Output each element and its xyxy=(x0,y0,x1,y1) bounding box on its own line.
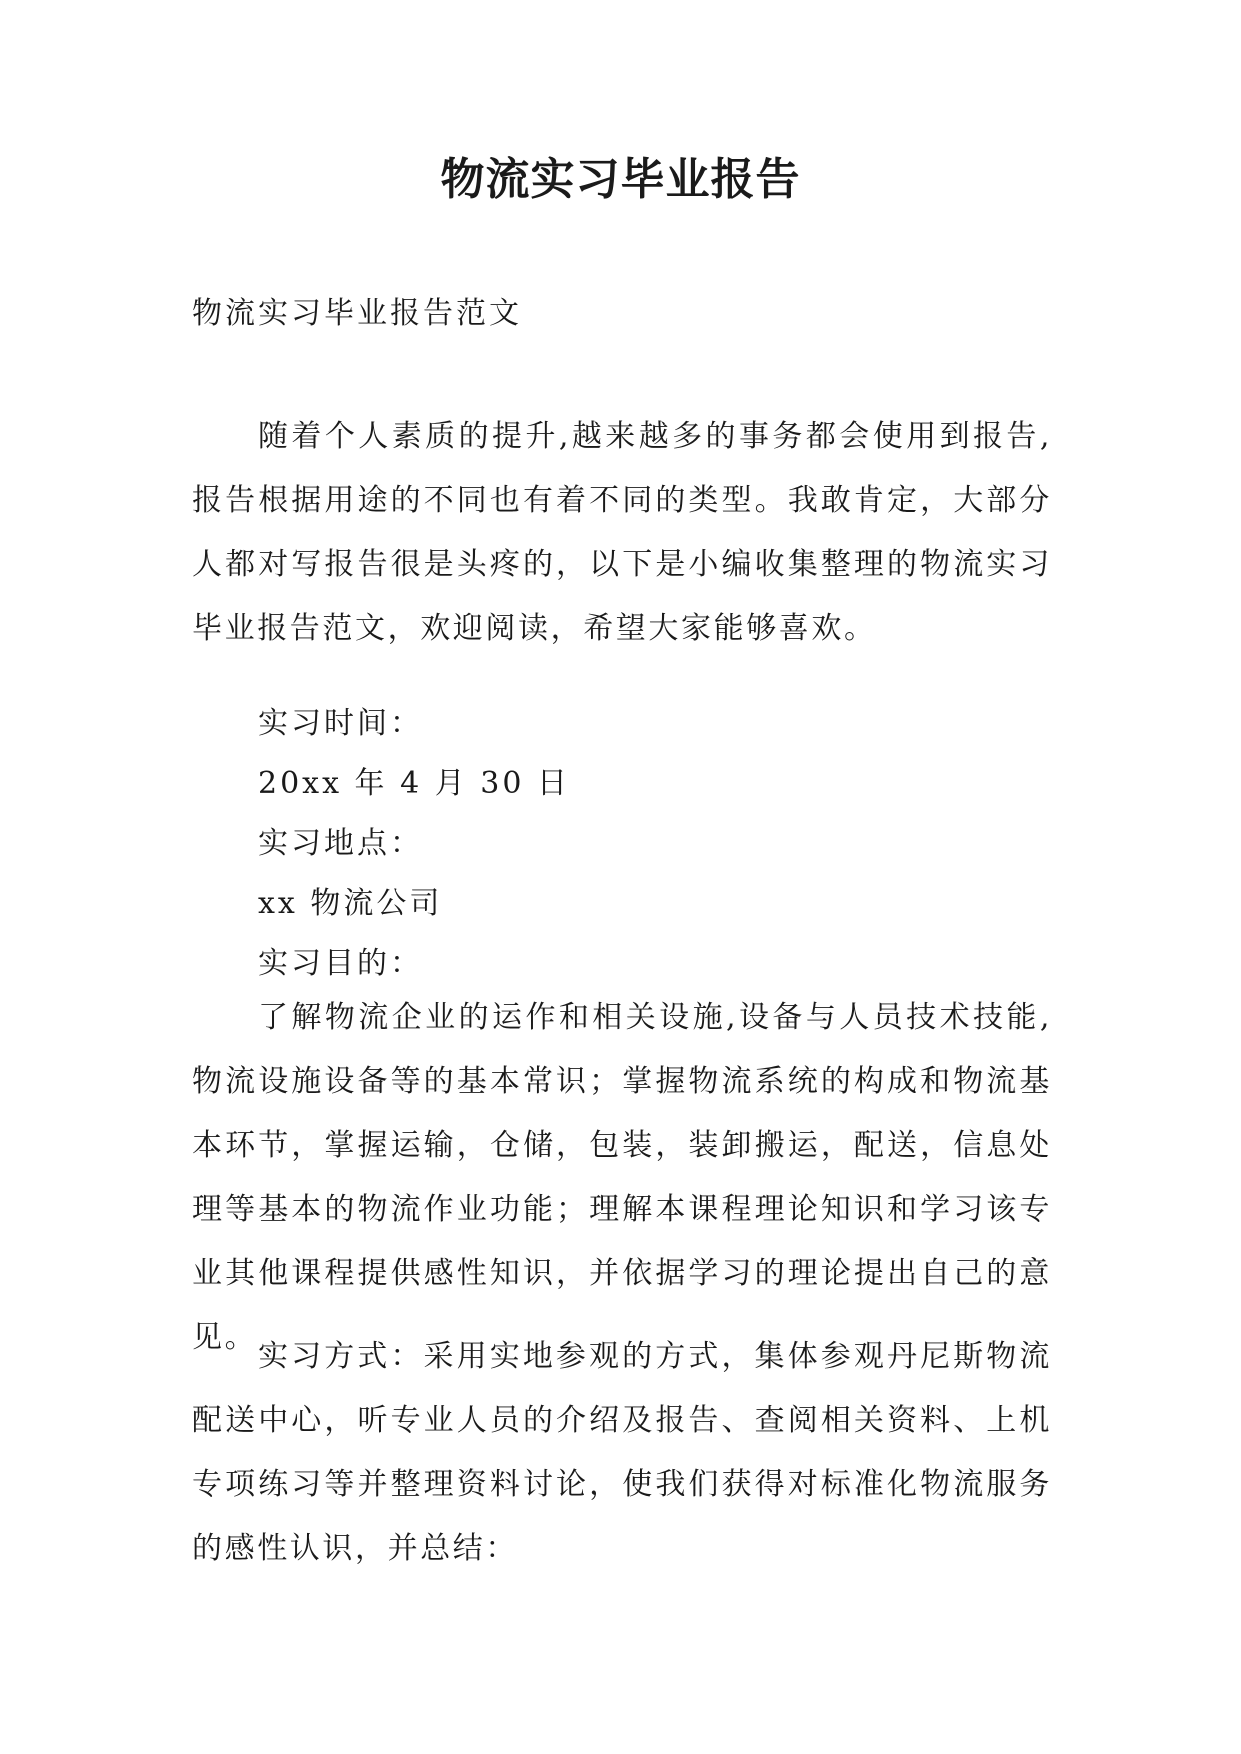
document-title: 物流实习毕业报告 xyxy=(440,154,801,205)
document-subtitle: 物流实习毕业报告范文 xyxy=(192,296,522,331)
internship-time-label: 实习时间： xyxy=(258,706,423,741)
internship-place-value: xx 物流公司 xyxy=(258,886,443,921)
internship-time-value: 20xx 年 4 月 30 日 xyxy=(258,766,570,801)
method-paragraph: 实习方式：采用实地参观的方式，集体参观丹尼斯物流配送中心，听专业人员的介绍及报告、查阅相关资料、上机专项练习等并整理资料讨论，使我们获得对标准化物流服务的感性认识，并总结： xyxy=(192,1339,1052,1566)
purpose-paragraph: 了解物流企业的运作和相关设施,设备与人员技术技能,物流设施设备等的基本常识；掌握物流系统的构成和物流基本环节，掌握运输，仓储，包装，装卸搬运，配送，信息处理等基本的物流作业功能；理解本课程理论知识和学习该专业其他课程提供感性知识，并依据学习的理论提出自己的意见。 xyxy=(192,1000,1052,1355)
internship-place-label: 实习地点： xyxy=(258,826,423,861)
internship-purpose-label: 实习目的： xyxy=(258,946,423,981)
intro-paragraph: 随着个人素质的提升,越来越多的事务都会使用到报告,报告根据用途的不同也有着不同的类型。我敢肯定，大部分人都对写报告很是头疼的，以下是小编收集整理的物流实习毕业报告范文，欢迎阅读，希望大家能够喜欢。 xyxy=(192,419,1052,646)
